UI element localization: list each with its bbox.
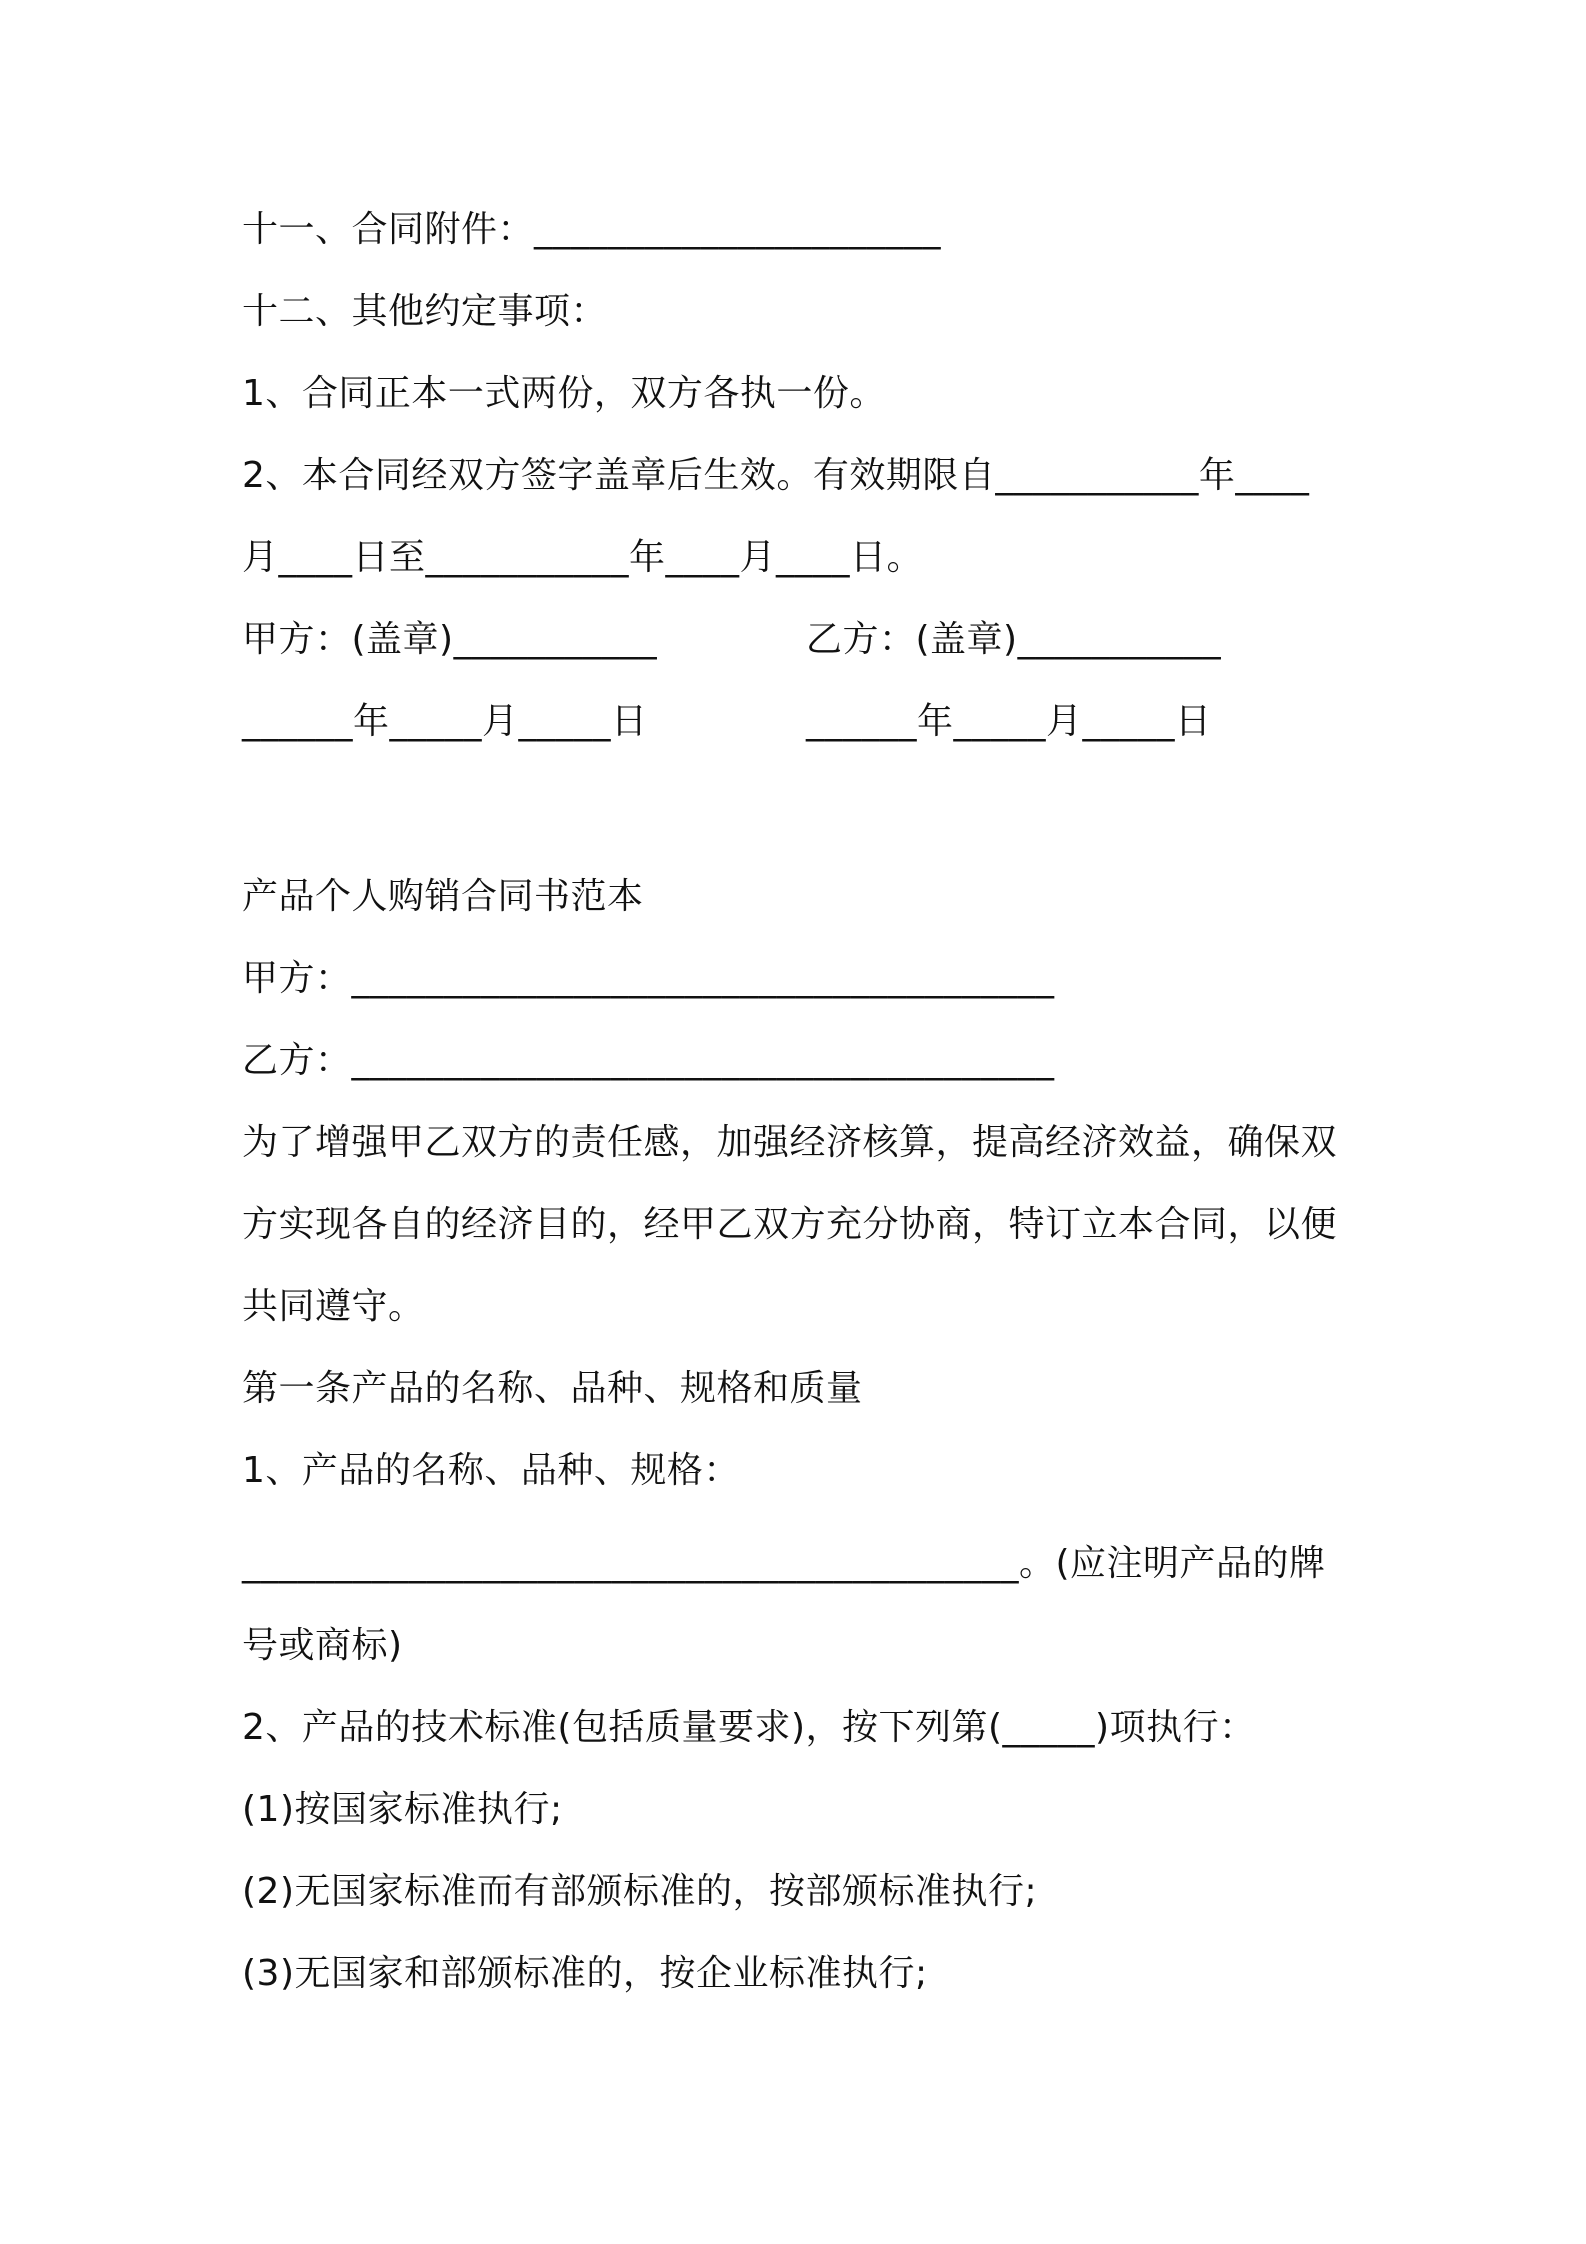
option-1-line: (1)按国家标准执行;	[242, 1789, 563, 1830]
item-1-line: 1、产品的名称、品种、规格：	[242, 1450, 740, 1491]
article-1-heading: 第一条产品的名称、品种、规格和质量	[242, 1368, 863, 1409]
intro-line-2: 方实现各自的经济目的，经甲乙双方充分协商，特订立本合同，以便	[242, 1204, 1338, 1245]
item-2-line: 2、产品的技术标准(包括质量要求)，按下列第(_____)项执行：	[242, 1707, 1256, 1748]
party-a-seal: 甲方：(盖章)___________	[242, 619, 658, 660]
intro-line-3: 共同遵守。	[242, 1286, 425, 1327]
item-1-note-line: 号或商标)	[242, 1625, 403, 1666]
validity-line-1: 2、本合同经双方签字盖章后生效。有效期限自___________年____	[242, 455, 1310, 496]
party-b-date: ______年_____月_____日	[806, 701, 1212, 742]
option-3-line: (3)无国家和部颁标准的，按企业标准执行;	[242, 1953, 928, 1994]
party-b-line: 乙方：______________________________________	[242, 1040, 1055, 1081]
party-b-seal: 乙方：(盖章)___________	[806, 619, 1222, 660]
party-a-date: ______年_____月_____日	[242, 701, 648, 742]
item-1-blank-line: __________________________________________。(应注明产品的牌	[242, 1543, 1326, 1584]
option-2-line: (2)无国家标准而有部颁标准的，按部颁标准执行;	[242, 1871, 1038, 1912]
party-a-line: 甲方：______________________________________	[242, 958, 1055, 999]
intro-line-1: 为了增强甲乙双方的责任感，加强经济核算，提高经济效益，确保双	[242, 1122, 1338, 1163]
other-terms-heading: 十二、其他约定事项：	[242, 291, 608, 332]
contract-title: 产品个人购销合同书范本	[242, 876, 644, 917]
copies-line: 1、合同正本一式两份，双方各执一份。	[242, 373, 886, 414]
attachment-line: 十一、合同附件：______________________	[242, 209, 942, 250]
validity-line-2: 月____日至___________年____月____日。	[242, 537, 924, 578]
